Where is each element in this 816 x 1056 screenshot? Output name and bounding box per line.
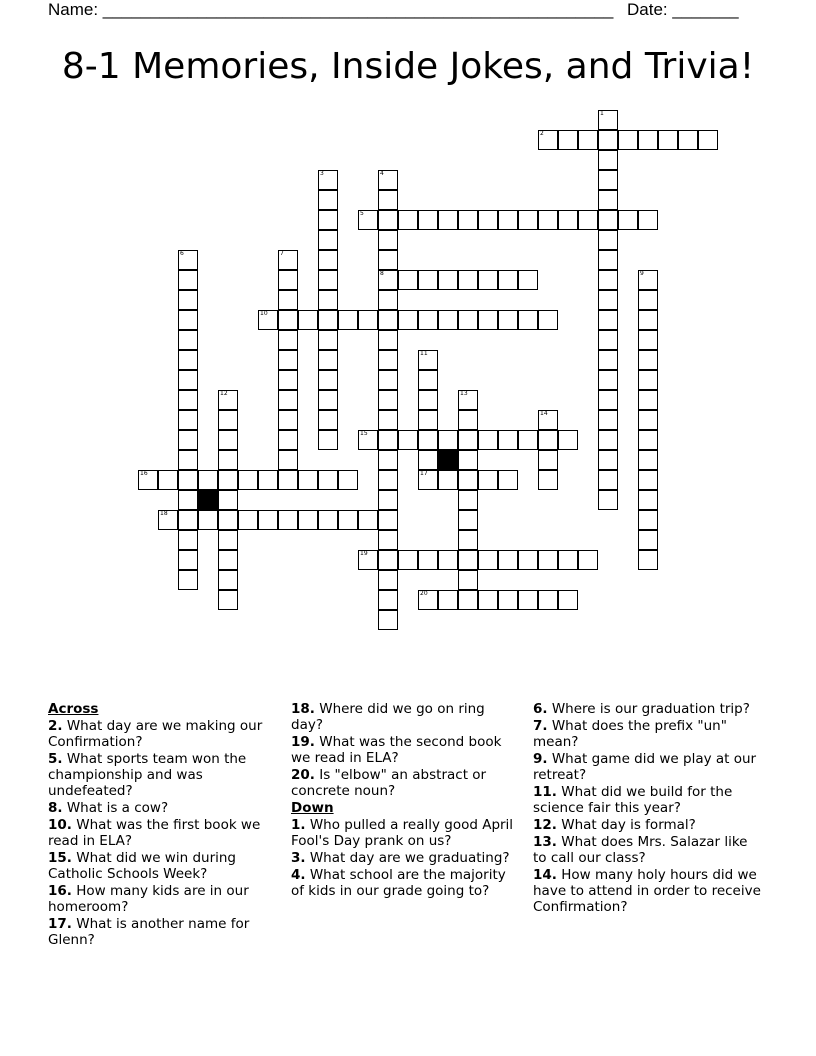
grid-cell[interactable] (378, 550, 398, 570)
grid-cell[interactable] (278, 370, 298, 390)
grid-cell[interactable] (438, 270, 458, 290)
grid-cell[interactable] (398, 550, 418, 570)
grid-cell[interactable] (178, 350, 198, 370)
grid-cell[interactable] (338, 470, 358, 490)
grid-cell[interactable] (458, 430, 478, 450)
grid-cell[interactable] (478, 550, 498, 570)
grid-cell[interactable] (278, 310, 298, 330)
clue-across-8: 8. What is a cow? (48, 800, 169, 816)
clue-number: 4 (380, 170, 384, 177)
grid-cell[interactable] (618, 130, 638, 150)
grid-cell[interactable] (218, 530, 238, 550)
grid-cell[interactable] (178, 330, 198, 350)
grid-cell[interactable] (478, 590, 498, 610)
grid-cell[interactable] (598, 230, 618, 250)
grid-cell[interactable] (238, 470, 258, 490)
grid-cell[interactable] (458, 490, 478, 510)
grid-cell[interactable] (278, 270, 298, 290)
grid-cell[interactable] (318, 510, 338, 530)
grid-cell[interactable] (418, 350, 438, 370)
grid-cell[interactable] (318, 410, 338, 430)
grid-cell[interactable] (538, 410, 558, 430)
grid-cell[interactable] (218, 470, 238, 490)
grid-cell[interactable] (598, 150, 618, 170)
grid-cell[interactable] (318, 250, 338, 270)
across-heading: Across (48, 701, 99, 717)
clue-number: 15 (360, 430, 368, 437)
clue-down-12: 12. What day is formal? (533, 817, 696, 833)
grid-cell[interactable] (378, 350, 398, 370)
clue-down-14: 14. How many holy hours did we have to attend in order to receive Confirmation? (533, 867, 761, 915)
grid-cell[interactable] (218, 450, 238, 470)
black-square (438, 450, 458, 470)
grid-cell[interactable] (158, 510, 178, 530)
grid-cell[interactable] (318, 470, 338, 490)
grid-cell[interactable] (418, 550, 438, 570)
grid-cell[interactable] (598, 450, 618, 470)
grid-cell[interactable] (378, 490, 398, 510)
grid-cell[interactable] (478, 270, 498, 290)
clue-column-3 (533, 701, 763, 916)
grid-cell[interactable] (298, 470, 318, 490)
clue-number: 18 (160, 510, 168, 517)
grid-cell[interactable] (458, 550, 478, 570)
clue-number: 16 (140, 470, 148, 477)
grid-cell[interactable] (418, 430, 438, 450)
grid-cell[interactable] (318, 310, 338, 330)
grid-cell[interactable] (178, 450, 198, 470)
grid-cell[interactable] (378, 330, 398, 350)
clue-number: 8 (380, 270, 384, 277)
grid-cell[interactable] (278, 390, 298, 410)
grid-cell[interactable] (698, 130, 718, 150)
grid-cell[interactable] (478, 430, 498, 450)
grid-cell[interactable] (278, 470, 298, 490)
grid-cell[interactable] (498, 430, 518, 450)
grid-cell[interactable] (178, 390, 198, 410)
grid-cell[interactable] (538, 210, 558, 230)
grid-cell[interactable] (498, 590, 518, 610)
grid-cell[interactable] (378, 450, 398, 470)
grid-cell[interactable] (638, 130, 658, 150)
grid-cell[interactable] (578, 130, 598, 150)
grid-cell[interactable] (378, 430, 398, 450)
clue-number: 10 (260, 310, 268, 317)
grid-cell[interactable] (138, 470, 158, 490)
clue-number: 9 (640, 270, 644, 277)
grid-cell[interactable] (678, 130, 698, 150)
grid-cell[interactable] (218, 550, 238, 570)
clue-number: 13 (460, 390, 468, 397)
grid-cell[interactable] (458, 310, 478, 330)
grid-cell[interactable] (638, 510, 658, 530)
clue-down-13: 13. What does Mrs. Salazar like to call our class? (533, 834, 748, 866)
grid-cell[interactable] (378, 610, 398, 630)
grid-cell[interactable] (378, 590, 398, 610)
grid-cell[interactable] (198, 510, 218, 530)
clue-column-2 (291, 701, 521, 900)
grid-cell[interactable] (638, 330, 658, 350)
grid-cell[interactable] (638, 530, 658, 550)
grid-cell[interactable] (438, 470, 458, 490)
clue-down-4: 4. What school are the majority of kids in our grade going to? (291, 867, 506, 899)
grid-cell[interactable] (278, 430, 298, 450)
grid-cell[interactable] (598, 350, 618, 370)
grid-cell[interactable] (418, 410, 438, 430)
grid-cell[interactable] (318, 230, 338, 250)
clue-across-5: 5. What sports team won the championship and was undefeated? (48, 751, 247, 799)
grid-cell[interactable] (258, 510, 278, 530)
grid-cell[interactable] (538, 310, 558, 330)
grid-cell[interactable] (478, 470, 498, 490)
clue-down-1: 1. Who pulled a really good April Fool's Day prank on us? (291, 817, 514, 849)
grid-cell[interactable] (218, 590, 238, 610)
grid-cell[interactable] (198, 470, 218, 490)
clue-number: 19 (360, 550, 368, 557)
grid-cell[interactable] (498, 310, 518, 330)
clue-number: 2 (540, 130, 544, 137)
clue-number: 12 (220, 390, 228, 397)
grid-cell[interactable] (178, 370, 198, 390)
grid-cell[interactable] (638, 470, 658, 490)
grid-cell[interactable] (378, 370, 398, 390)
clue-across-20: 20. Is "elbow" an abstract or concrete noun? (291, 767, 487, 799)
grid-cell[interactable] (438, 310, 458, 330)
grid-cell[interactable] (178, 570, 198, 590)
grid-cell[interactable] (358, 210, 378, 230)
grid-cell[interactable] (518, 310, 538, 330)
grid-cell[interactable] (558, 130, 578, 150)
grid-cell[interactable] (218, 490, 238, 510)
grid-cell[interactable] (418, 590, 438, 610)
grid-cell[interactable] (178, 550, 198, 570)
clue-down-9: 9. What game did we play at our retreat? (533, 751, 757, 783)
grid-cell[interactable] (378, 270, 398, 290)
grid-cell[interactable] (318, 290, 338, 310)
grid-cell[interactable] (598, 470, 618, 490)
grid-cell[interactable] (458, 510, 478, 530)
grid-cell[interactable] (278, 510, 298, 530)
clue-down-11: 11. What did we build for the science fair this year? (533, 784, 733, 816)
clue-across-10: 10. What was the first book we read in ELA? (48, 817, 261, 849)
grid-cell[interactable] (358, 510, 378, 530)
grid-cell[interactable] (538, 590, 558, 610)
grid-cell[interactable] (578, 550, 598, 570)
clue-number: 17 (420, 470, 428, 477)
grid-cell[interactable] (398, 210, 418, 230)
grid-cell[interactable] (598, 390, 618, 410)
grid-cell[interactable] (458, 450, 478, 470)
clue-number: 14 (540, 410, 548, 417)
clue-number: 11 (420, 350, 428, 357)
grid-cell[interactable] (458, 530, 478, 550)
grid-cell[interactable] (558, 590, 578, 610)
clue-across-17: 17. What is another name for Glenn? (48, 916, 250, 948)
grid-cell[interactable] (598, 330, 618, 350)
grid-cell[interactable] (518, 550, 538, 570)
grid-cell[interactable] (378, 570, 398, 590)
grid-cell[interactable] (178, 410, 198, 430)
clue-across-2: 2. What day are we making our Confirmation? (48, 718, 263, 750)
grid-cell[interactable] (378, 210, 398, 230)
grid-cell[interactable] (378, 190, 398, 210)
grid-cell[interactable] (598, 430, 618, 450)
grid-cell[interactable] (418, 210, 438, 230)
grid-cell[interactable] (498, 550, 518, 570)
grid-cell[interactable] (458, 570, 478, 590)
grid-cell[interactable] (598, 190, 618, 210)
grid-cell[interactable] (438, 550, 458, 570)
down-heading: Down (291, 800, 334, 816)
grid-cell[interactable] (598, 410, 618, 430)
clue-down-3: 3. What day are we graduating? (291, 850, 510, 866)
grid-cell[interactable] (418, 370, 438, 390)
grid-cell[interactable] (178, 530, 198, 550)
grid-cell[interactable] (598, 270, 618, 290)
grid-cell[interactable] (658, 130, 678, 150)
grid-cell[interactable] (598, 170, 618, 190)
grid-cell[interactable] (218, 390, 238, 410)
clue-column-1 (48, 701, 278, 949)
grid-cell[interactable] (378, 470, 398, 490)
grid-cell[interactable] (318, 210, 338, 230)
grid-cell[interactable] (158, 470, 178, 490)
grid-cell[interactable] (558, 430, 578, 450)
grid-cell[interactable] (458, 410, 478, 430)
grid-cell[interactable] (538, 430, 558, 450)
clue-number: 7 (280, 250, 284, 257)
grid-cell[interactable] (318, 170, 338, 190)
clue-across-18: 18. Where did we go on ring day? (291, 701, 485, 733)
grid-cell[interactable] (458, 210, 478, 230)
name-field-label: Name: ______________________________________________________ (48, 0, 614, 19)
grid-cell[interactable] (598, 110, 618, 130)
grid-cell[interactable] (358, 430, 378, 450)
grid-cell[interactable] (558, 210, 578, 230)
grid-cell[interactable] (598, 290, 618, 310)
grid-cell[interactable] (218, 410, 238, 430)
grid-cell[interactable] (378, 170, 398, 190)
grid-cell[interactable] (598, 250, 618, 270)
grid-cell[interactable] (218, 510, 238, 530)
grid-cell[interactable] (378, 530, 398, 550)
grid-cell[interactable] (338, 510, 358, 530)
grid-cell[interactable] (558, 550, 578, 570)
grid-cell[interactable] (538, 550, 558, 570)
grid-cell[interactable] (178, 510, 198, 530)
grid-cell[interactable] (278, 250, 298, 270)
clue-across-19: 19. What was the second book we read in ELA? (291, 734, 502, 766)
grid-cell[interactable] (178, 490, 198, 510)
grid-cell[interactable] (218, 570, 238, 590)
grid-cell[interactable] (338, 310, 358, 330)
clue-across-16: 16. How many kids are in our homeroom? (48, 883, 249, 915)
grid-cell[interactable] (178, 270, 198, 290)
grid-cell[interactable] (178, 250, 198, 270)
grid-cell[interactable] (318, 390, 338, 410)
grid-cell[interactable] (378, 410, 398, 430)
grid-cell[interactable] (178, 430, 198, 450)
grid-cell[interactable] (478, 210, 498, 230)
grid-cell[interactable] (278, 350, 298, 370)
grid-cell[interactable] (638, 430, 658, 450)
grid-cell[interactable] (278, 290, 298, 310)
grid-cell[interactable] (498, 270, 518, 290)
grid-cell[interactable] (518, 590, 538, 610)
grid-cell[interactable] (178, 290, 198, 310)
grid-cell[interactable] (258, 310, 278, 330)
grid-cell[interactable] (278, 410, 298, 430)
grid-cell[interactable] (638, 370, 658, 390)
grid-cell[interactable] (598, 310, 618, 330)
grid-cell[interactable] (358, 550, 378, 570)
grid-cell[interactable] (398, 430, 418, 450)
grid-cell[interactable] (638, 550, 658, 570)
grid-cell[interactable] (598, 130, 618, 150)
grid-cell[interactable] (598, 210, 618, 230)
grid-cell[interactable] (378, 510, 398, 530)
grid-cell[interactable] (398, 310, 418, 330)
grid-cell[interactable] (618, 210, 638, 230)
grid-cell[interactable] (378, 310, 398, 330)
black-square (198, 490, 218, 510)
grid-cell[interactable] (478, 310, 498, 330)
grid-cell[interactable] (458, 470, 478, 490)
grid-cell[interactable] (538, 450, 558, 470)
grid-cell[interactable] (378, 290, 398, 310)
date-field-label: Date: _______ (627, 0, 739, 19)
grid-cell[interactable] (578, 210, 598, 230)
grid-cell[interactable] (518, 210, 538, 230)
grid-cell[interactable] (418, 470, 438, 490)
grid-cell[interactable] (418, 270, 438, 290)
grid-cell[interactable] (498, 210, 518, 230)
clue-number: 20 (420, 590, 428, 597)
grid-cell[interactable] (178, 470, 198, 490)
grid-cell[interactable] (538, 470, 558, 490)
clue-number: 3 (320, 170, 324, 177)
grid-cell[interactable] (318, 430, 338, 450)
grid-cell[interactable] (218, 430, 238, 450)
grid-cell[interactable] (178, 310, 198, 330)
grid-cell[interactable] (378, 230, 398, 250)
grid-cell[interactable] (378, 250, 398, 270)
grid-cell[interactable] (378, 390, 398, 410)
grid-cell[interactable] (458, 270, 478, 290)
page-title: 8-1 Memories, Inside Jokes, and Trivia! (61, 46, 755, 87)
grid-cell[interactable] (318, 270, 338, 290)
grid-cell[interactable] (638, 410, 658, 430)
grid-cell[interactable] (498, 470, 518, 490)
grid-cell[interactable] (318, 190, 338, 210)
grid-cell[interactable] (398, 270, 418, 290)
grid-cell[interactable] (438, 430, 458, 450)
grid-cell[interactable] (598, 370, 618, 390)
grid-cell[interactable] (318, 330, 338, 350)
grid-cell[interactable] (598, 490, 618, 510)
grid-cell[interactable] (638, 350, 658, 370)
grid-cell[interactable] (278, 450, 298, 470)
grid-cell[interactable] (638, 270, 658, 290)
clue-down-7: 7. What does the prefix "un" mean? (533, 718, 727, 750)
grid-cell[interactable] (258, 470, 278, 490)
grid-cell[interactable] (638, 490, 658, 510)
grid-cell[interactable] (438, 590, 458, 610)
grid-cell[interactable] (458, 390, 478, 410)
grid-cell[interactable] (518, 430, 538, 450)
grid-cell[interactable] (458, 590, 478, 610)
clue-number: 6 (180, 250, 184, 257)
grid-cell[interactable] (638, 210, 658, 230)
grid-cell[interactable] (238, 510, 258, 530)
grid-cell[interactable] (298, 310, 318, 330)
grid-cell[interactable] (318, 350, 338, 370)
grid-cell[interactable] (318, 370, 338, 390)
clue-number: 1 (600, 110, 604, 117)
grid-cell[interactable] (418, 310, 438, 330)
grid-cell[interactable] (538, 130, 558, 150)
grid-cell[interactable] (298, 510, 318, 530)
clue-across-15: 15. What did we win during Catholic Schools Week? (48, 850, 236, 882)
grid-cell[interactable] (638, 450, 658, 470)
grid-cell[interactable] (278, 330, 298, 350)
grid-cell[interactable] (638, 390, 658, 410)
grid-cell[interactable] (418, 390, 438, 410)
grid-cell[interactable] (518, 270, 538, 290)
grid-cell[interactable] (638, 290, 658, 310)
grid-cell[interactable] (638, 310, 658, 330)
clue-down-6: 6. Where is our graduation trip? (533, 701, 750, 717)
clue-number: 5 (360, 210, 364, 217)
grid-cell[interactable] (418, 450, 438, 470)
grid-cell[interactable] (438, 210, 458, 230)
grid-cell[interactable] (358, 310, 378, 330)
